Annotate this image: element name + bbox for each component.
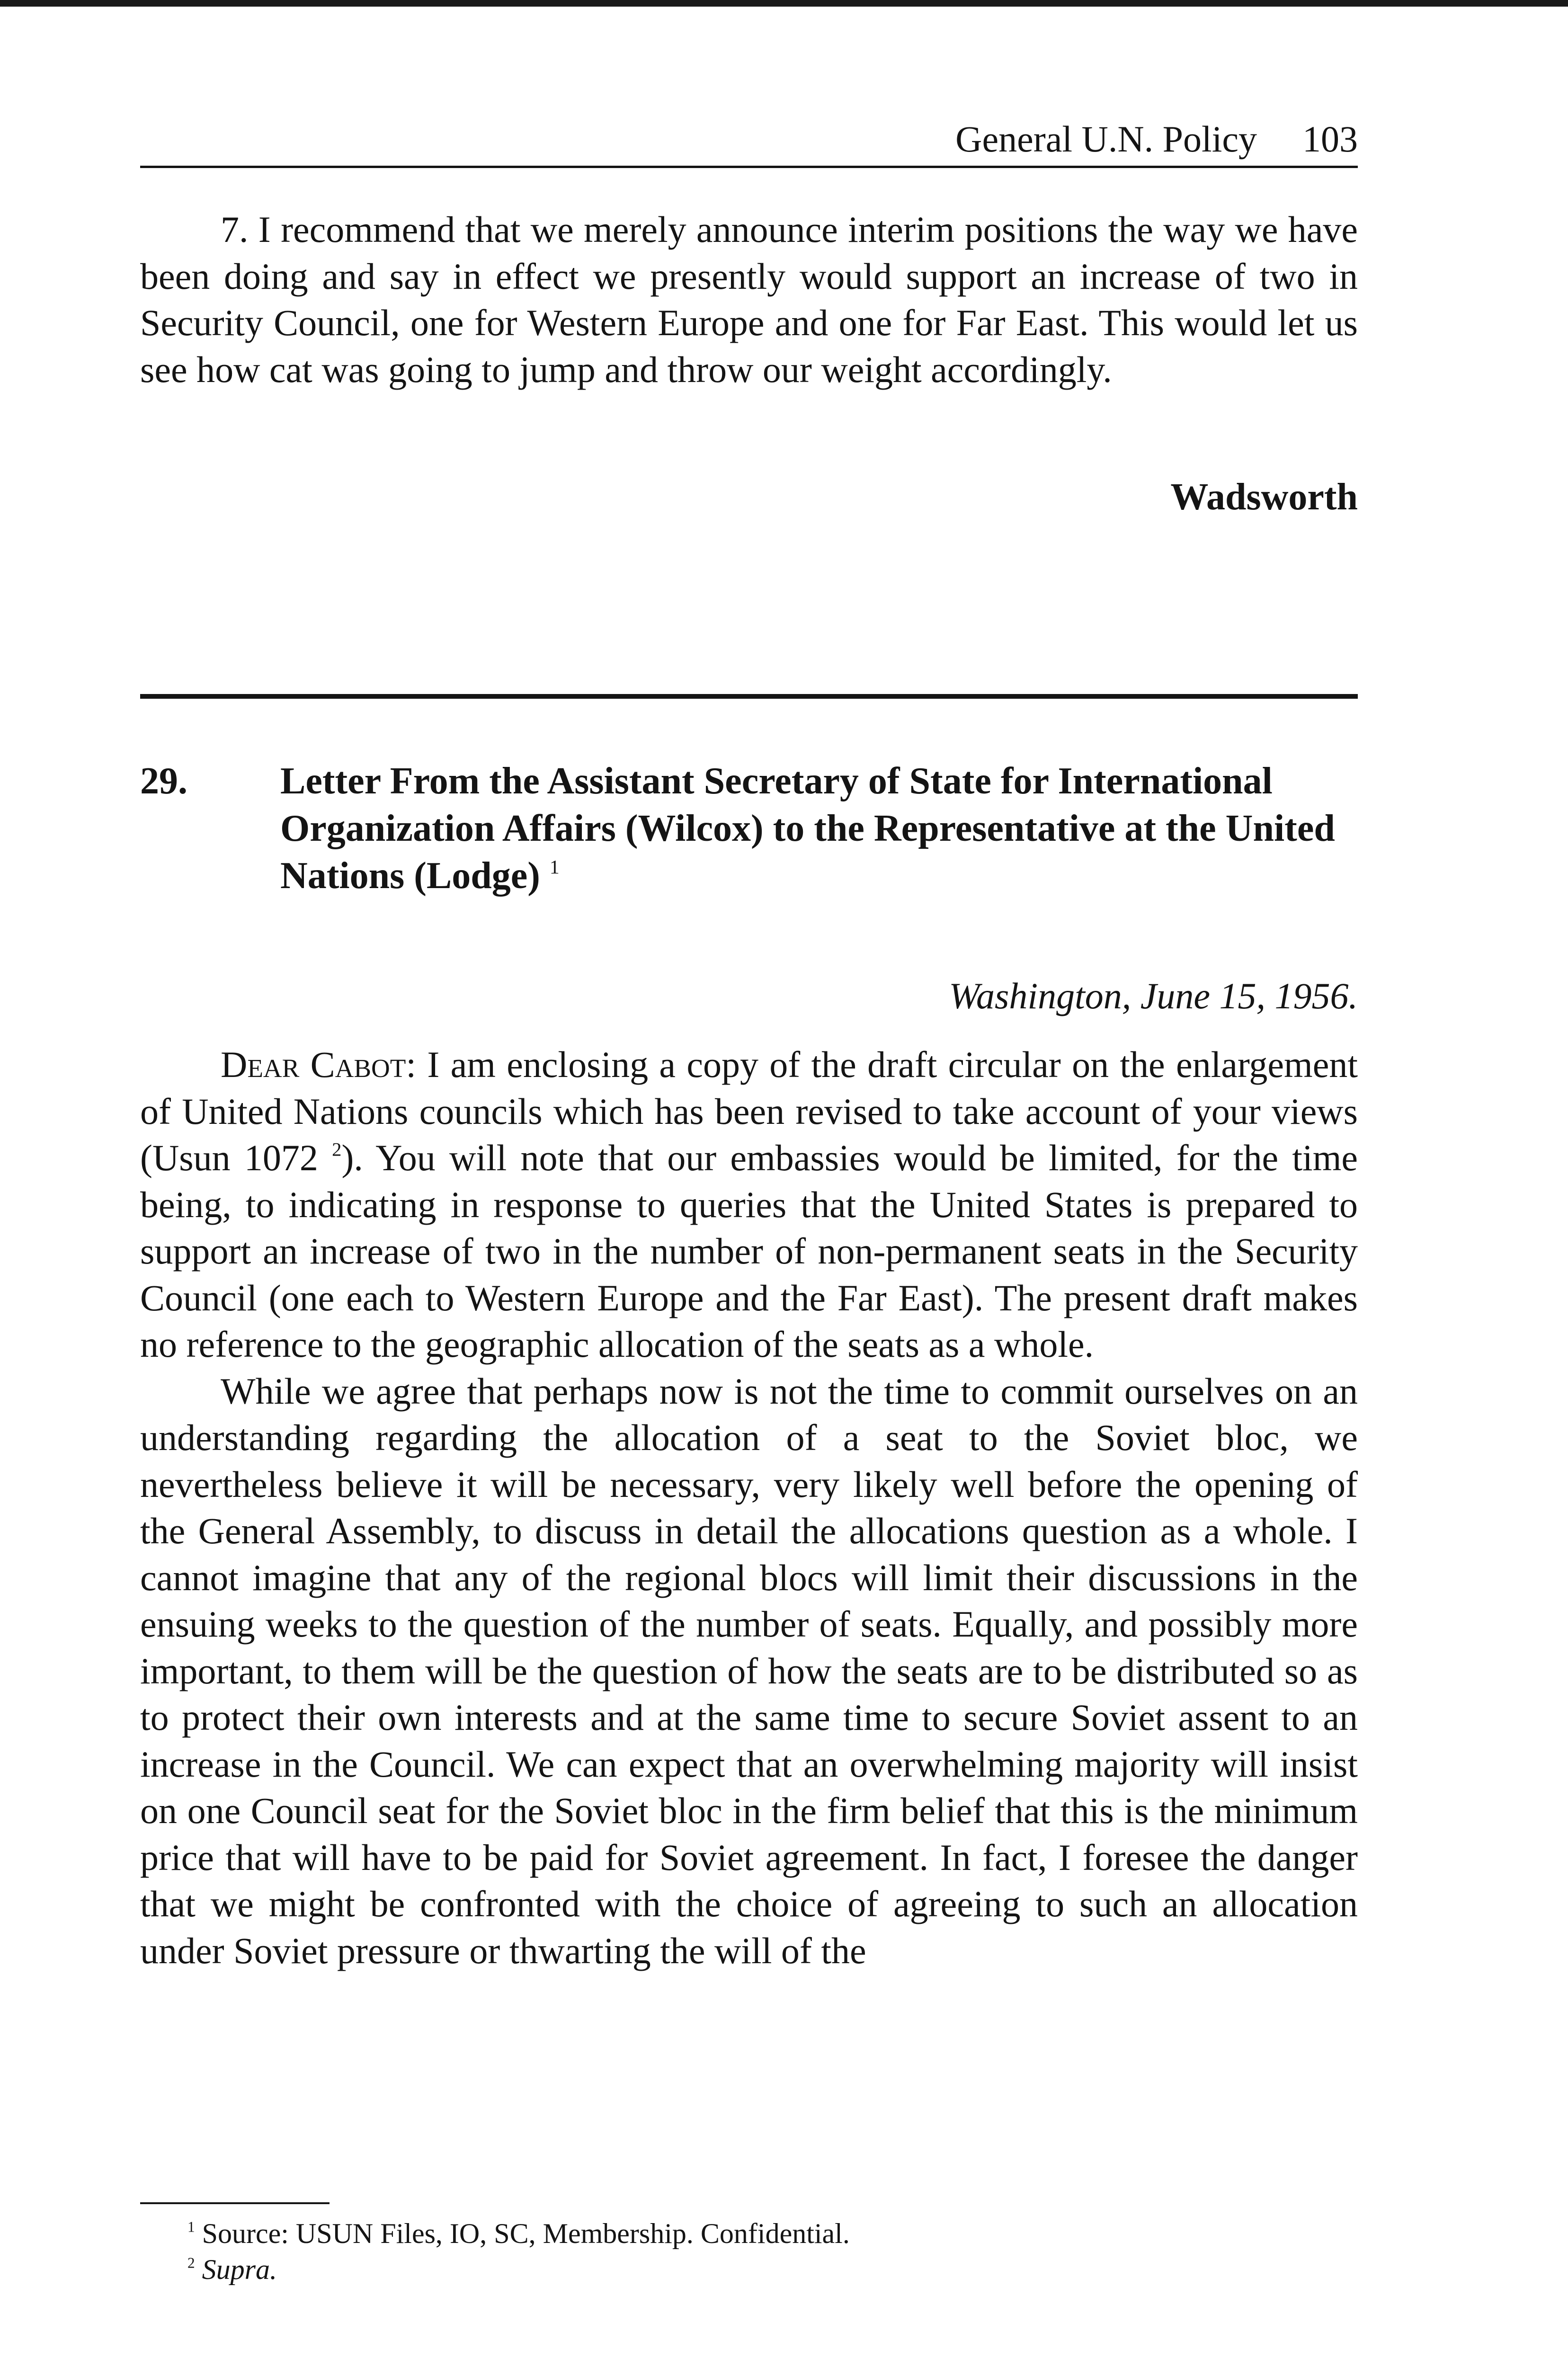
page-top-border <box>0 0 1568 7</box>
document-title <box>280 757 1358 899</box>
document-number: 29. <box>140 760 187 802</box>
page-number: 103 <box>1302 118 1358 160</box>
salutation: Dear Cabot: <box>221 1044 417 1085</box>
document-title-text: Letter From the Assistant Secretary of State for International Organization Affairs (Wilcox) to the Representative at the United Nations (Lodge) <box>280 760 1335 897</box>
letter-paragraph-2: While we agree that perhaps now is not the time to commit ourselves on an understanding regarding the allocation of a seat to the Soviet bloc, we nevertheless believe it will be necessary, very likely well before the opening of the General Assembly, to discuss in detail the allocations question as a whole. I cannot imagine that any of the regional blocs will limit their discussions in the ensuing weeks to the question of the number of seats. Equally, and possibly more important, to them will be the question of how the seats are to be distributed so as to protect their own interests and at the same time to secure Soviet assent to an increase in the Council. We can expect that an overwhelming majority will insist on one Council seat for the Soviet bloc in the firm belief that this is the minimum price that will have to be paid for Soviet agreement. In fact, I foresee the danger that we might be confronted with the choice of agreeing to such an allocation under Soviet pressure or thwarting the will of the <box>140 1370 1358 1971</box>
letter-paragraph-1-text-a: I am enclosing a copy of the draft circular on the enlargement of United Nations councils which has been revised to take account of your views (Usun 1072 <box>140 1044 1358 1178</box>
footnote-2-text: Supra. <box>202 2254 277 2285</box>
footnote-ref-1: 1 <box>549 855 560 878</box>
continued-paragraph: 7. I recommend that we merely announce interim positions the way we have been doing and say in effect we presently would support an increase of two in Security Council, one for Western Europe and one for Far East. This would let us see how cat was going to jump and throw our weight accordingly. <box>140 209 1358 390</box>
letter-paragraph-1-text-b: ). You will note that our embassies would be limited, for the time being, to indicating in response to queries that the United States is prepared to support an increase of two in the number of non-permanent seats in the Security Council (one each to Western Europe and the Far East). The present draft makes no reference to the geographic allocation of the seats as a whole. <box>140 1137 1358 1365</box>
footnote-ref-2: 2 <box>332 1139 342 1160</box>
footnote-rule <box>140 2202 330 2204</box>
running-head <box>140 113 1358 168</box>
footnote-1 <box>187 2216 1324 2251</box>
running-head-section: General U.N. Policy <box>955 118 1257 160</box>
footnote-1-text: Source: USUN Files, IO, SC, Membership. Confidential. <box>202 2218 850 2249</box>
footnote-2 <box>187 2251 1324 2287</box>
footnotes <box>187 2216 1324 2287</box>
dateline: Washington, June 15, 1956. <box>949 975 1358 1016</box>
footnote-1-marker: 1 <box>187 2218 195 2235</box>
letter-body <box>140 1041 1358 1974</box>
letter-paragraph-1 <box>140 1041 1358 1368</box>
footnote-2-marker: 2 <box>187 2254 195 2271</box>
document-separator <box>140 694 1358 699</box>
signature: Wadsworth <box>1170 476 1358 518</box>
